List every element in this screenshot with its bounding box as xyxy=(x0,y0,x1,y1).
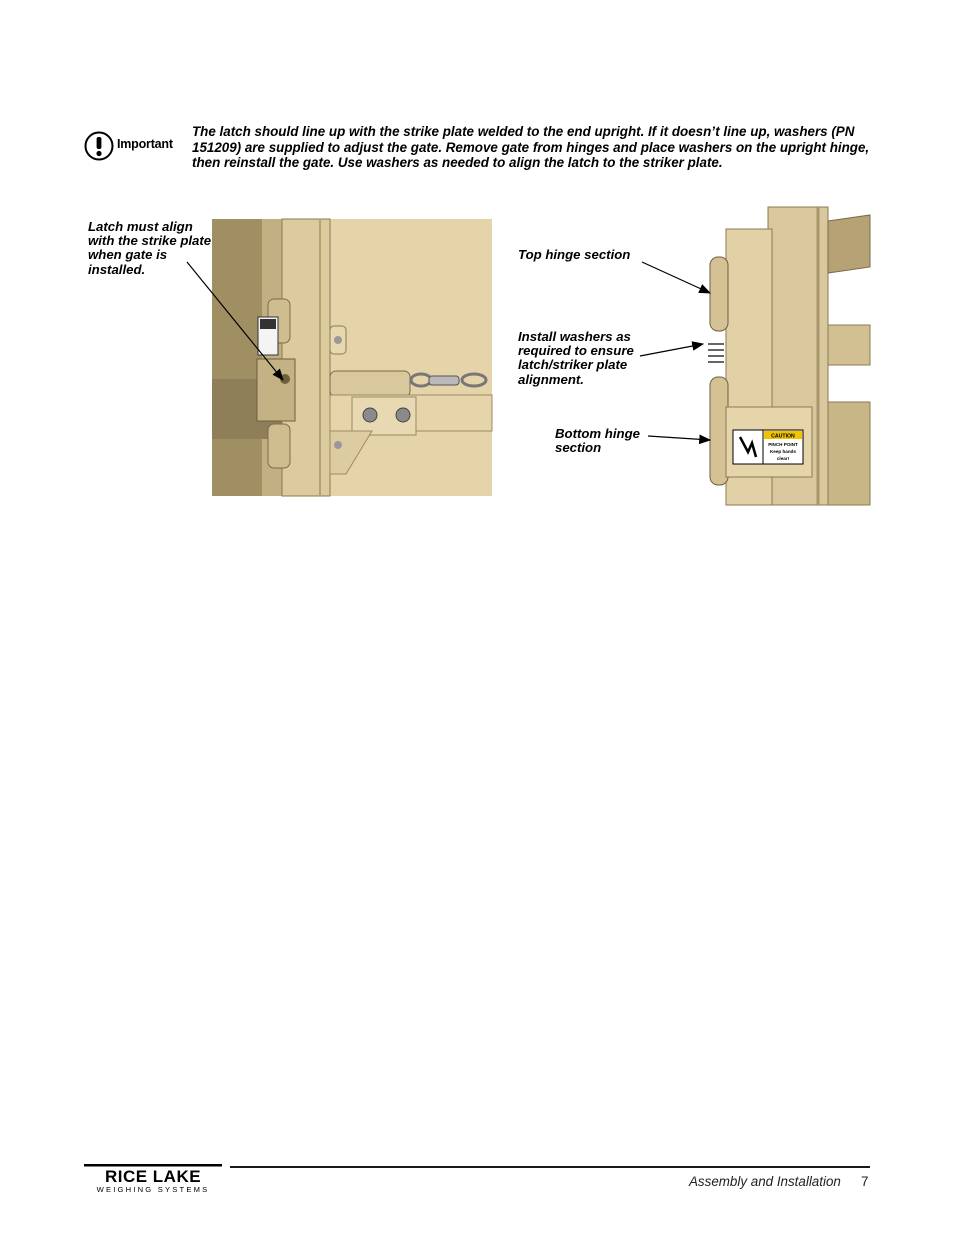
important-icon xyxy=(84,131,114,161)
page-number: 7 xyxy=(861,1174,869,1189)
hinge-sections-illustration xyxy=(700,207,870,505)
svg-text:WEIGHING SYSTEMS: WEIGHING SYSTEMS xyxy=(96,1185,210,1194)
svg-text:RICE LAKE: RICE LAKE xyxy=(104,1167,202,1186)
latch-strike-plate-illustration xyxy=(212,219,492,496)
important-notice-text: The latch should line up with the strike plate welded to the end upright. If it doesn’t line up, washers (PN 151209) are supplied to adjust the gate. Remove gate from hinges and place washers on the upright hinge, then reinstall the gate. Use washers as needed to align the latch to the striker plate. xyxy=(192,124,870,170)
footer-rule xyxy=(230,1166,870,1168)
top-hinge-callout: Top hinge section xyxy=(518,247,631,262)
footer-section-title: Assembly and Installation xyxy=(689,1174,841,1189)
decal-line-3: clear! xyxy=(776,456,790,461)
washers-callout: Install washers as required to ensure latch/striker plate alignment. xyxy=(518,329,634,387)
decal-line-2: Keep hands xyxy=(769,449,797,454)
rice-lake-logo xyxy=(84,1164,222,1194)
latch-alignment-callout: Latch must align with the strike plate when gate is installed. xyxy=(88,219,212,277)
decal-line-1: PINCH POINT xyxy=(768,442,798,447)
bottom-hinge-callout: Bottom hinge section xyxy=(555,426,640,456)
important-label: Important xyxy=(117,137,173,151)
decal-title: CAUTION xyxy=(771,433,795,440)
